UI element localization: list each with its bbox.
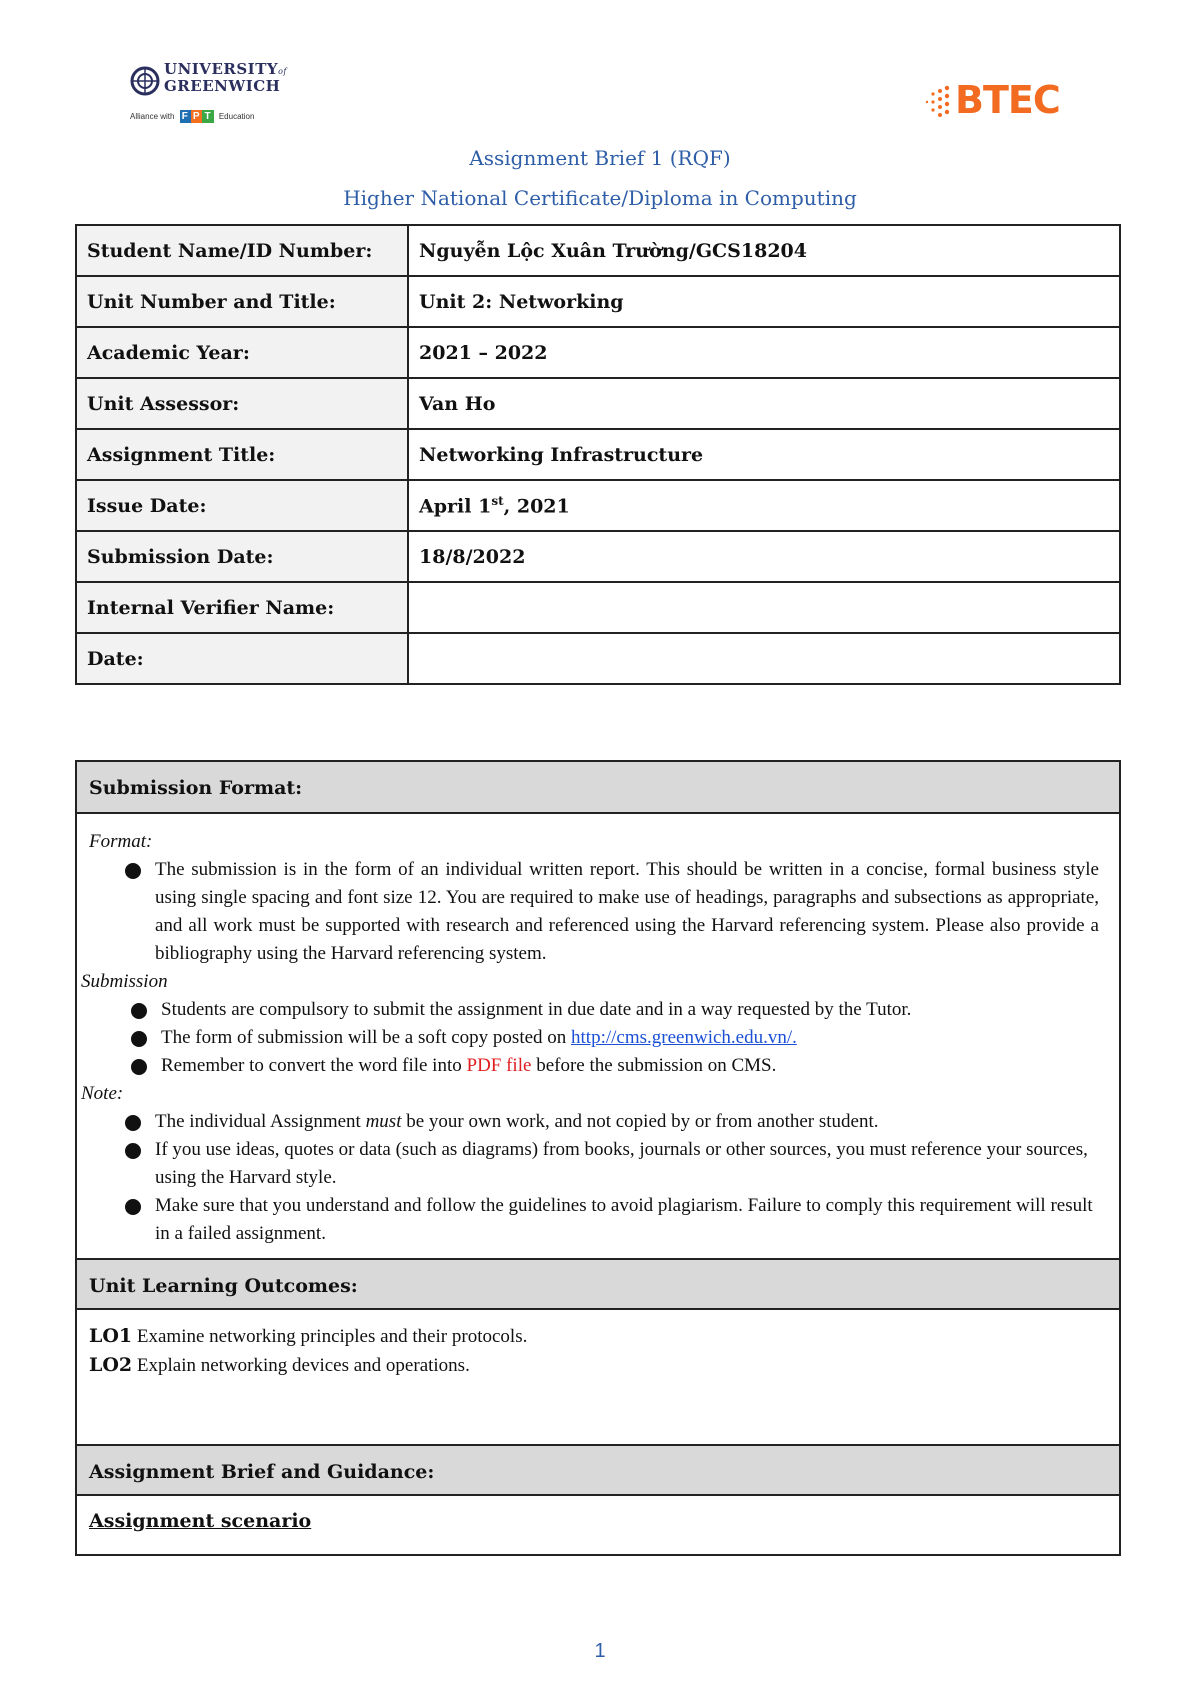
info-row-verifier [76,582,1120,633]
list-item: Make sure that you understand and follow the guidelines to avoid plagiarism. Failure to comply this requirement will result in a failed assignment. [81,1192,1107,1248]
bullet-icon [125,1199,141,1215]
qualification-title: Higher National Certificate/Diploma in Computing [343,186,857,210]
assignment-details-box [75,760,1121,1556]
submission-format-heading: Submission Format: [77,762,1119,814]
info-value: 18/8/2022 [408,531,1120,582]
info-label: Unit Assessor: [76,378,408,429]
learning-outcomes-heading: Unit Learning Outcomes: [77,1258,1119,1310]
info-label: Assignment Title: [76,429,408,480]
info-label: Internal Verifier Name: [76,582,408,633]
info-value: Nguyễn Lộc Xuân Trường/GCS18204 [408,225,1120,276]
info-row-issue-date [76,480,1120,531]
info-row-submission-date [76,531,1120,582]
info-value: Van Ho [408,378,1120,429]
info-row-assessor [76,378,1120,429]
info-value: 2021 – 2022 [408,327,1120,378]
info-value [408,633,1120,684]
info-label: Student Name/ID Number: [76,225,408,276]
list-item: Students are compulsory to submit the assignment in due date and in a way requested by the Tutor. [81,996,1107,1024]
cms-link[interactable]: http://cms.greenwich.edu.vn/. [571,1027,797,1048]
info-label: Unit Number and Title: [76,276,408,327]
bullet-icon [125,1143,141,1159]
greenwich-crest-icon [130,66,160,96]
assignment-brief-title: Assignment Brief 1 (RQF) [469,146,731,170]
bullet-icon [131,1059,147,1075]
submission-format-body [77,814,1119,1258]
brief-guidance-heading: Assignment Brief and Guidance: [77,1444,1119,1496]
bullet-icon [131,1003,147,1019]
info-row-unit [76,276,1120,327]
info-value: Unit 2: Networking [408,276,1120,327]
info-value [408,582,1120,633]
info-row-student [76,225,1120,276]
list-item: The submission is in the form of an individual written report. This should be written in a concise, formal business style using single spacing and font size 12. You are required to make use of headings, paragraphs and subsections as appropriate, and all work must be supported with research and referenced using the Harvard referencing system. Please also provide a bibliography using the Harvard referencing system. [81,856,1107,968]
pdf-file-highlight: PDF file [466,1055,532,1076]
btec-logo [925,78,1065,126]
greenwich-logo [130,60,290,130]
submission-label: Submission [81,971,168,992]
note-list [81,1108,1107,1248]
assignment-scenario-heading: Assignment scenario [89,1510,312,1532]
info-row-assignment-title [76,429,1120,480]
submission-list [81,996,1107,1080]
info-value: Networking Infrastructure [408,429,1120,480]
list-item: The form of submission will be a soft copy posted on http://cms.greenwich.edu.vn/. [81,1024,1107,1052]
lo2-item: LO2 Explain networking devices and operations. [89,1354,470,1376]
learning-outcomes-body [77,1310,1119,1444]
lo1-item: LO1 Examine networking principles and their protocols. [89,1325,528,1347]
assignment-info-table [75,224,1121,685]
info-value: April 1st, 2021 [408,480,1120,531]
bullet-icon [125,863,141,879]
alliance-tagline: Alliance with F P T Education [130,111,255,122]
info-label: Academic Year: [76,327,408,378]
info-row-date [76,633,1120,684]
info-label: Submission Date: [76,531,408,582]
info-row-academic-year [76,327,1120,378]
bullet-icon [125,1115,141,1131]
page-number: 1 [594,1640,606,1662]
list-item: Remember to convert the word file into PDF file before the submission on CMS. [81,1052,1107,1080]
list-item: The individual Assignment must be your own work, and not copied by or from another student. [81,1108,1107,1136]
info-label: Date: [76,633,408,684]
bullet-icon [131,1031,147,1047]
note-label: Note: [81,1083,124,1104]
list-item: If you use ideas, quotes or data (such as diagrams) from books, journals or other sources, you must reference your sources, using the Harvard style. [81,1136,1107,1192]
info-label: Issue Date: [76,480,408,531]
format-label: Format: [89,831,153,852]
greenwich-wordmark: UNIVERSITYof GREENWICH [164,60,287,95]
btec-wordmark: BTEC [955,78,1060,122]
fpt-logo: F P T [181,111,212,122]
format-list [81,856,1107,968]
btec-dots-icon [925,82,953,122]
